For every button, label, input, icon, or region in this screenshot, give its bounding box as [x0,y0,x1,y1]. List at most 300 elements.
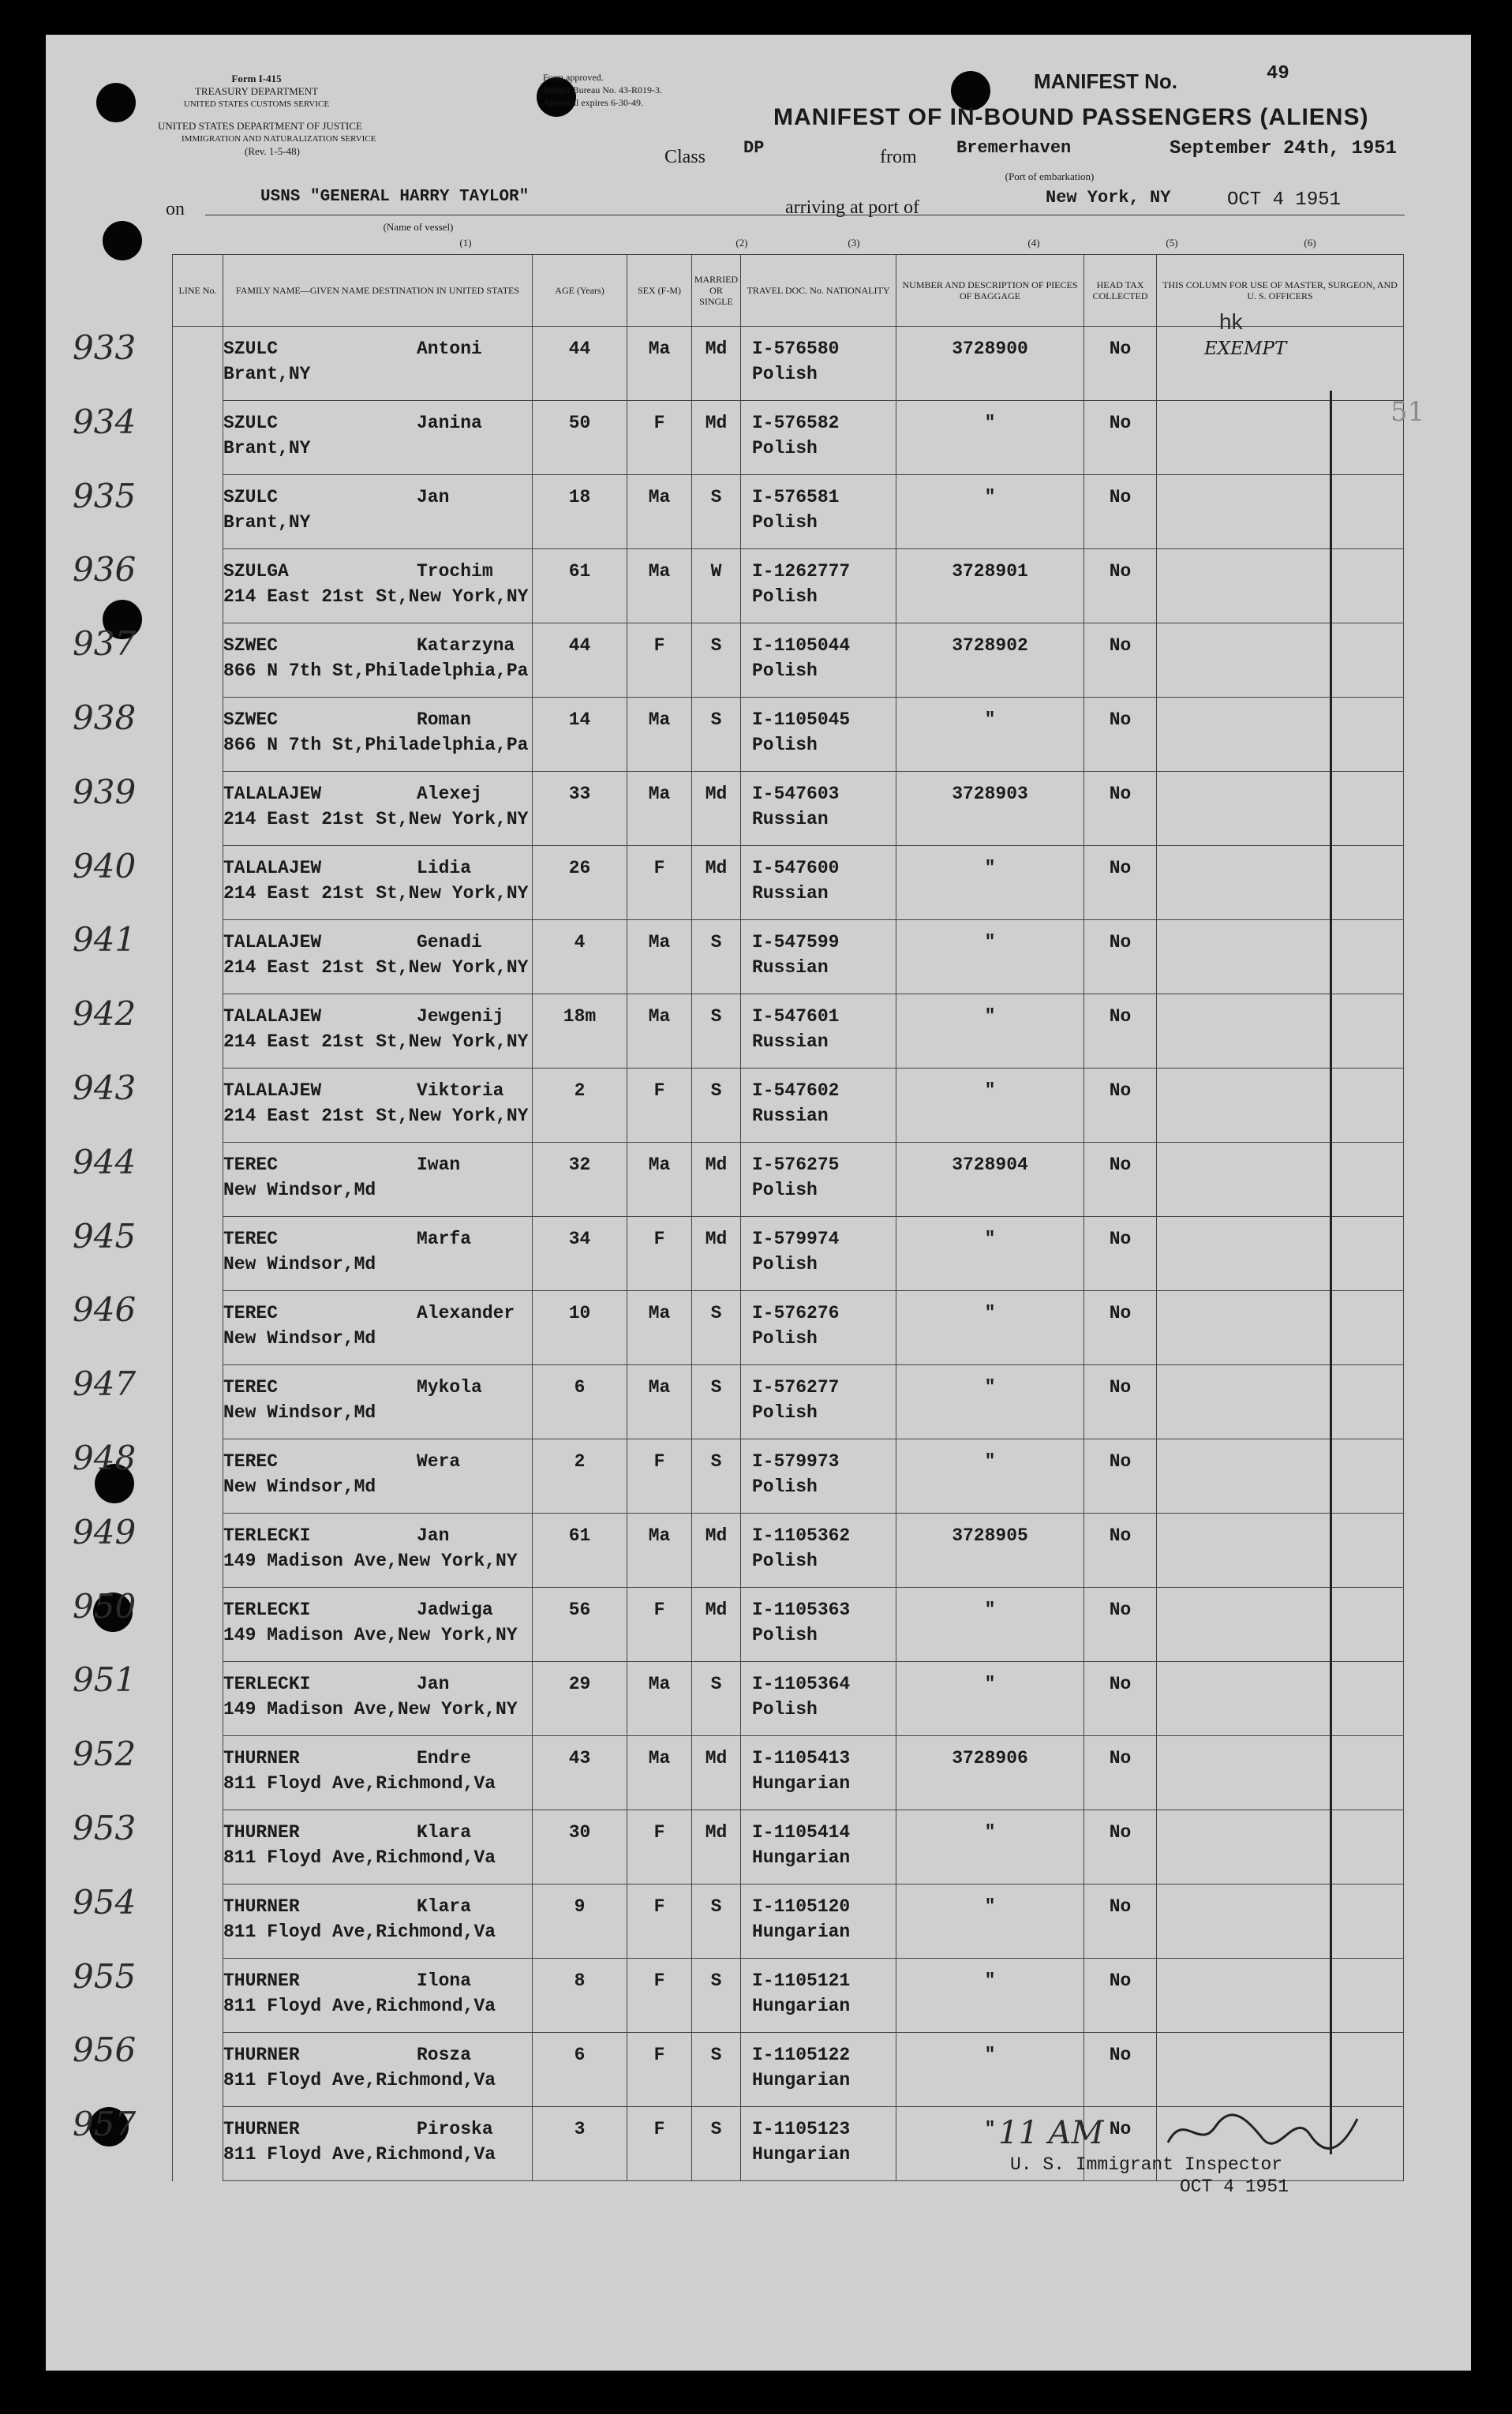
table-row [173,1884,1404,1959]
head-tax-cell [1084,1884,1157,1959]
form-number: Form I-415 [231,73,282,84]
nationality: Hungarian [752,1773,851,1794]
age-cell [533,623,627,698]
officer-cell [1157,846,1404,920]
baggage-cell [896,1588,1084,1662]
handwritten-row-number: 951 [73,1660,137,1700]
baggage: " [984,2045,996,2065]
officer-note [1157,846,1403,855]
baggage-cell [896,1143,1084,1217]
age: 8 [574,1970,586,1991]
travel-doc-no: I-1105044 [752,635,851,656]
baggage-cell [896,1884,1084,1959]
table-row [173,1810,1404,1884]
handwritten-row-number: 938 [73,698,137,737]
baggage: " [984,1229,996,1249]
officer-note [1157,1439,1403,1449]
marital-status: S [710,635,722,656]
name-cell [223,1514,533,1588]
line-no-cell [173,475,223,549]
sex: Ma [648,1006,671,1027]
head-tax-cell [1084,623,1157,698]
approval-line3: Approval expires 6-30-49. [543,97,643,108]
col-name: FAMILY NAME—GIVEN NAME DESTINATION IN UNITED STATES [223,255,533,327]
inspector-stamp: U. S. Immigrant Inspector [1010,2154,1283,2175]
head-tax: No [1109,635,1132,656]
sex: Ma [648,709,671,730]
doc-cell [741,2033,896,2107]
margin-number-51: 51 [1390,396,1425,428]
sex-cell [627,327,692,401]
handwritten-row-number: 942 [73,994,137,1034]
customs-service: UNITED STATES CUSTOMS SERVICE [183,99,330,109]
table-row [173,1217,1404,1291]
officer-note [1157,623,1403,633]
officer-cell [1157,401,1404,475]
given-name: Wera [417,1451,461,1472]
marital-cell [692,1959,741,2033]
age: 6 [574,2045,586,2065]
marital-cell [692,1736,741,1810]
age-cell [533,1588,627,1662]
nationality: Russian [752,1031,829,1052]
signature-stroke [1168,2115,1357,2149]
table-row [173,994,1404,1069]
age-cell [533,772,627,846]
marital-status: Md [705,1155,728,1175]
age-cell [533,401,627,475]
line-no-cell [173,772,223,846]
line-no-cell [173,1365,223,1439]
baggage: " [984,932,996,953]
doc-cell [741,1514,896,1588]
baggage: " [984,2119,996,2139]
doc-cell [741,327,896,401]
head-tax: No [1109,1896,1132,1917]
line-no-cell [173,401,223,475]
marital-status: S [710,1377,722,1398]
sex: F [653,1229,665,1249]
table-row [173,475,1404,549]
baggage-cell [896,846,1084,920]
head-tax: No [1109,1525,1132,1546]
head-tax-cell [1084,1514,1157,1588]
head-tax: No [1109,487,1132,507]
sex: F [653,635,665,656]
destination: 149 Madison Ave,New York,NY [223,1699,518,1720]
officer-note [1157,1884,1403,1894]
age-cell [533,1365,627,1439]
destination: 214 East 21st St,New York,NY [223,809,529,829]
doc-cell [741,1810,896,1884]
age-cell [533,1514,627,1588]
travel-doc-no: I-579974 [752,1229,840,1249]
name-cell [223,1662,533,1736]
line-no-cell [173,2107,223,2181]
given-name: Viktoria [417,1080,504,1101]
sex-cell [627,1662,692,1736]
officer-note [1157,1069,1403,1078]
baggage: 3728901 [952,561,1028,582]
officer-cell [1157,623,1404,698]
arrival-date-stamp: OCT 4 1951 [1227,189,1342,211]
marital-status: S [710,1080,722,1101]
head-tax-cell [1084,1143,1157,1217]
head-tax: No [1109,561,1132,582]
head-tax: No [1109,2119,1132,2139]
sex-cell [627,401,692,475]
line-no-cell [173,698,223,772]
age-cell [533,1439,627,1514]
marital-cell [692,1884,741,1959]
officer-note [1157,549,1403,559]
age: 56 [568,1600,591,1620]
family-name: SZWEC [223,709,279,730]
table-row [173,772,1404,846]
marital-cell [692,549,741,623]
travel-doc-no: I-1262777 [752,561,851,582]
marital-status: S [710,487,722,507]
nationality: Russian [752,809,829,829]
head-tax: No [1109,1822,1132,1843]
port-caption: (Port of embarkation) [1005,170,1095,182]
colnum-4: (4) [1027,237,1040,249]
given-name: Klara [417,1896,472,1917]
age-cell [533,1810,627,1884]
departure-date: September 24th, 1951 [1170,138,1398,159]
destination: 214 East 21st St,New York,NY [223,586,529,607]
age: 14 [568,709,591,730]
given-name: Jewgenij [417,1006,504,1027]
table-row [173,1588,1404,1662]
nationality: Polish [752,512,818,533]
baggage-cell [896,920,1084,994]
line-no-cell [173,1439,223,1514]
travel-doc-no: I-579973 [752,1451,840,1472]
head-tax-cell [1084,1291,1157,1365]
baggage: " [984,709,996,730]
sex: F [653,1822,665,1843]
officer-cell [1157,1514,1404,1588]
baggage: 3728906 [952,1748,1028,1768]
head-tax: No [1109,1970,1132,1991]
doc-cell [741,1588,896,1662]
baggage: 3728905 [952,1525,1028,1546]
officer-cell [1157,698,1404,772]
age-cell [533,549,627,623]
line-no-cell [173,1588,223,1662]
ins-service: IMMIGRATION AND NATURALIZATION SERVICE [182,134,376,144]
class-value: DP [743,138,765,158]
age: 61 [568,1525,591,1546]
officer-cell [1157,1291,1404,1365]
nationality: Russian [752,1106,829,1126]
baggage-cell [896,327,1084,401]
table-row [173,1291,1404,1365]
line-no-cell [173,1662,223,1736]
travel-doc-no: I-547599 [752,932,840,953]
head-tax: No [1109,784,1132,804]
officer-note [1157,1662,1403,1671]
travel-doc-no: I-1105123 [752,2119,851,2139]
baggage: " [984,1451,996,1472]
age: 43 [568,1748,591,1768]
name-cell [223,327,533,401]
sex: Ma [648,1674,671,1694]
travel-doc-no: I-547600 [752,858,840,878]
marital-cell [692,1217,741,1291]
line-no-cell [173,1069,223,1143]
family-name: TALALAJEW [223,932,322,953]
sex-cell [627,1514,692,1588]
age: 4 [574,932,586,953]
baggage: " [984,858,996,878]
name-cell [223,1588,533,1662]
colnum-1: (1) [459,237,472,249]
table-row [173,327,1404,401]
officer-cell [1157,1439,1404,1514]
nationality: Polish [752,364,818,384]
baggage-cell [896,401,1084,475]
officer-cell [1157,1736,1404,1810]
line-no-cell [173,846,223,920]
table-row [173,1439,1404,1514]
head-tax: No [1109,2045,1132,2065]
revision: (Rev. 1-5-48) [245,145,300,157]
nationality: Hungarian [752,1922,851,1942]
officer-cell [1157,475,1404,549]
baggage-cell [896,1810,1084,1884]
sex-cell [627,1736,692,1810]
time-annotation: 11 AM [998,2115,1104,2151]
age-cell [533,1884,627,1959]
given-name: Janina [417,413,482,433]
head-tax-cell [1084,994,1157,1069]
table-row [173,1365,1404,1439]
doc-cell [741,1069,896,1143]
head-tax-cell [1084,549,1157,623]
line-no-cell [173,1217,223,1291]
head-tax-cell [1084,698,1157,772]
head-tax: No [1109,413,1132,433]
baggage-cell [896,1291,1084,1365]
family-name: TEREC [223,1377,279,1398]
destination: 214 East 21st St,New York,NY [223,1031,529,1052]
line-no-cell [173,1736,223,1810]
sex-cell [627,846,692,920]
table-row [173,549,1404,623]
marital-cell [692,1439,741,1514]
sex-cell [627,1959,692,2033]
handwritten-row-number: 946 [73,1290,137,1330]
marital-status: S [710,1451,722,1472]
destination: New Windsor,Md [223,1476,376,1497]
name-cell [223,772,533,846]
marital-cell [692,327,741,401]
sex-cell [627,698,692,772]
handwritten-row-number: 935 [73,476,137,515]
marital-status: Md [705,413,728,433]
age-cell [533,327,627,401]
sex-cell [627,623,692,698]
destination: Brant,NY [223,438,311,458]
given-name: Marfa [417,1229,472,1249]
destination: 214 East 21st St,New York,NY [223,957,529,978]
handwritten-row-number: 956 [73,2030,137,2070]
baggage-cell [896,2033,1084,2107]
sex: F [653,1600,665,1620]
sex: F [653,1080,665,1101]
marital-cell [692,772,741,846]
given-name: Katarzyna [417,635,515,656]
travel-doc-no: I-1105362 [752,1525,851,1546]
nationality: Polish [752,1180,818,1200]
head-tax: No [1109,1229,1132,1249]
justice-info [158,120,442,158]
head-tax: No [1109,932,1132,953]
head-tax-cell [1084,1365,1157,1439]
officer-cell [1157,1662,1404,1736]
destination: New Windsor,Md [223,1254,376,1274]
age-cell [533,698,627,772]
sex-cell [627,475,692,549]
nationality: Polish [752,586,818,607]
doc-cell [741,846,896,920]
officer-note [1157,1514,1403,1523]
passenger-table [172,254,1404,2181]
sex-cell [627,549,692,623]
sex: Ma [648,1155,671,1175]
sex: Ma [648,1525,671,1546]
line-no-cell [173,1959,223,2033]
given-name: Genadi [417,932,482,953]
marital-status: W [710,561,722,582]
marital-cell [692,2107,741,2181]
head-tax-cell [1084,1588,1157,1662]
embarkation-port: Bremerhaven [956,138,1072,158]
approval-line2: Budget Bureau No. 43-R019-3. [543,84,662,95]
marital-cell [692,2033,741,2107]
age: 29 [568,1674,591,1694]
destination: Brant,NY [223,364,311,384]
sex: Ma [648,1377,671,1398]
baggage: " [984,1970,996,1991]
table-row [173,1514,1404,1588]
col-officers: THIS COLUMN FOR USE OF MASTER, SURGEON, AND U. S. OFFICERS [1157,255,1404,327]
col-sex: SEX (F-M) [627,255,692,327]
nationality: Hungarian [752,1847,851,1868]
given-name: Jan [417,1674,450,1694]
officer-note [1157,475,1403,485]
doc-cell [741,1365,896,1439]
colnum-5: (5) [1166,237,1178,249]
nationality: Polish [752,1699,818,1720]
nationality: Polish [752,1551,818,1571]
baggage: " [984,413,996,433]
destination: New Windsor,Md [223,1180,376,1200]
travel-doc-no: I-1105364 [752,1674,851,1694]
baggage: " [984,1377,996,1398]
family-name: THURNER [223,2119,300,2139]
family-name: TALALAJEW [223,1080,322,1101]
officer-cell [1157,1588,1404,1662]
head-tax: No [1109,858,1132,878]
age-cell [533,1217,627,1291]
head-tax: No [1109,1600,1132,1620]
handwritten-row-number: 953 [73,1809,137,1847]
line-no-cell [173,920,223,994]
manifest-title: MANIFEST OF IN-BOUND PASSENGERS (ALIENS) [773,104,1369,130]
name-cell [223,2033,533,2107]
destination: Brant,NY [223,512,311,533]
name-cell [223,1143,533,1217]
given-name: Alexander [417,1303,515,1323]
baggage: 3728904 [952,1155,1028,1175]
age: 18 [568,487,591,507]
head-tax-cell [1084,920,1157,994]
marital-cell [692,994,741,1069]
inspector-signature [1160,2095,1365,2166]
baggage-cell [896,1736,1084,1810]
colnum-6: (6) [1304,237,1316,249]
age: 9 [574,1896,586,1917]
doc-cell [741,994,896,1069]
sex-cell [627,920,692,994]
sex: Ma [648,339,671,359]
table-row [173,920,1404,994]
sex: F [653,413,665,433]
name-cell [223,1439,533,1514]
head-tax-cell [1084,475,1157,549]
handwritten-row-number: 947 [73,1364,137,1404]
marital-status: Md [705,858,728,878]
travel-doc-no: I-576275 [752,1155,840,1175]
name-cell [223,549,533,623]
age-cell [533,994,627,1069]
head-tax-cell [1084,1810,1157,1884]
age: 44 [568,635,591,656]
table-row [173,1959,1404,2033]
baggage-cell [896,1365,1084,1439]
head-tax-cell [1084,1959,1157,2033]
age: 26 [568,858,591,878]
table-row [173,401,1404,475]
colnum-2: (2) [735,237,748,249]
name-cell [223,1365,533,1439]
sex: F [653,1896,665,1917]
doc-cell [741,698,896,772]
family-name: TEREC [223,1303,279,1323]
vessel-name: USNS "GENERAL HARRY TAYLOR" [260,188,530,206]
doc-cell [741,1662,896,1736]
destination: 214 East 21st St,New York,NY [223,883,529,904]
officer-cell [1157,920,1404,994]
destination: New Windsor,Md [223,1328,376,1349]
form-info [158,73,355,110]
baggage: " [984,1600,996,1620]
sex: F [653,2119,665,2139]
baggage-cell [896,1217,1084,1291]
age-cell [533,1291,627,1365]
given-name: Iwan [417,1155,461,1175]
destination: 811 Floyd Ave,Richmond,Va [223,2070,496,2090]
head-tax: No [1109,1080,1132,1101]
age: 34 [568,1229,591,1249]
marital-cell [692,920,741,994]
nationality: Polish [752,1625,818,1645]
age-cell [533,846,627,920]
doc-cell [741,1959,896,2033]
